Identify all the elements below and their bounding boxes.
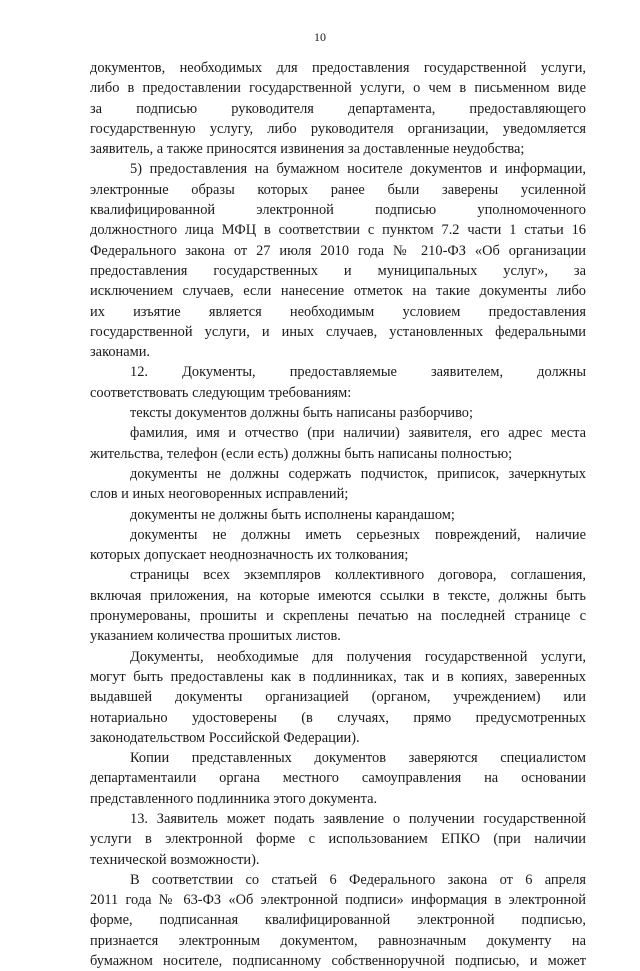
text-line: заявитель, а также приносятся извинения за доставленные неудобства; xyxy=(90,141,525,158)
text-line: которых допускает неоднозначность их толкования; xyxy=(90,547,409,564)
text-line: включая приложения, на которые имеются ссылки в тексте, должны быть xyxy=(90,587,586,604)
text-line: государственную услугу, либо руководителя организации, уведомляется xyxy=(90,120,586,137)
text-line: выдавшей документы организацией (органом, учреждением) или xyxy=(90,689,586,706)
text-line: страницы всех экземпляров коллективного договора, соглашения, xyxy=(130,567,586,584)
text-line: документы не должны содержать подчисток, приписок, зачеркнутых xyxy=(130,465,586,482)
text-line: тексты документов должны быть написаны разборчиво; xyxy=(130,405,473,422)
text-line: 12. Документы, предоставляемые заявителем, должны xyxy=(130,364,586,381)
text-line: электронные образы которых ранее были заверены усиленной xyxy=(90,181,586,198)
text-line: 2011 года № 63-ФЗ «Об электронной подписи» информация в электронной xyxy=(90,892,586,909)
text-line: исключением случаев, если нанесение отметок на такие документы либо xyxy=(90,283,586,300)
text-line: могут быть предоставлены как в подлинниках, так и в копиях, заверенных xyxy=(90,668,586,685)
text-line: законодательством Российской Федерации). xyxy=(90,729,360,746)
text-line: либо в предоставлении государственной услуги, о чем в письменном виде xyxy=(90,80,586,97)
text-line: фамилия, имя и отчество (при наличии) заявителя, его адрес места xyxy=(130,425,586,442)
text-line: документы не должны быть исполнены карандашом; xyxy=(130,506,455,523)
text-line: соответствовать следующим требованиям: xyxy=(90,384,352,401)
text-line: Федерального закона от 27 июля 2010 года № 210-ФЗ «Об организации xyxy=(90,242,586,259)
text-line: документов, необходимых для предоставления государственной услуги, xyxy=(90,60,586,76)
text-line: квалифицированной электронной подписью уполномоченного xyxy=(90,202,586,219)
text-line: пронумерованы, прошиты и скреплены печатью на последней странице с xyxy=(90,608,586,625)
text-line: признается электронным документом, равнозначным документу на xyxy=(90,932,586,949)
text-line: технической возможности). xyxy=(90,851,260,868)
text-line: бумажном носителе, подписанному собственноручной подписью, и может xyxy=(90,953,586,970)
text-line: их изъятие является необходимым условием предоставления xyxy=(90,303,586,320)
text-line: законами. xyxy=(90,344,151,361)
text-line: государственной услуги, и иных случаев, установленных федеральными xyxy=(90,323,586,340)
text-line: за подписью руководителя департамента, предоставляющего xyxy=(90,100,586,117)
text-line: жительства, телефон (если есть) должны быть написаны полностью; xyxy=(90,445,513,462)
text-line: предоставления государственных и муниципальных услуг», за xyxy=(90,262,586,279)
text-line: нотариально удостоверены (в случаях, прямо предусмотренных xyxy=(90,709,586,726)
text-line: департаментаили органа местного самоуправления на основании xyxy=(90,770,586,787)
text-line: представленного подлинника этого документа. xyxy=(90,790,378,807)
text-line: 5) предоставления на бумажном носителе документов и информации, xyxy=(130,161,586,178)
text-line: услуги в электронной форме с использованием ЕПКО (при наличии xyxy=(90,831,586,848)
text-line: Документы, необходимые для получения государственной услуги, xyxy=(130,648,586,665)
page-number: 10 xyxy=(314,30,326,44)
text-line: указанием количества прошитых листов. xyxy=(90,628,341,645)
text-line: документы не должны иметь серьезных повреждений, наличие xyxy=(130,526,586,543)
text-line: 13. Заявитель может подать заявление о получении государственной xyxy=(130,810,586,827)
text-line: форме, подписанная квалифицированной электронной подписью, xyxy=(90,912,586,929)
text-line: должностного лица МФЦ в соответствии с пунктом 7.2 части 1 статьи 16 xyxy=(90,222,586,239)
document-body xyxy=(90,58,586,971)
text-line: слов и иных неоговоренных исправлений; xyxy=(90,486,349,503)
text-line: В соответствии со статьей 6 Федерального закона от 6 апреля xyxy=(130,871,586,888)
text-line: Копии представленных документов заверяются специалистом xyxy=(130,750,586,767)
